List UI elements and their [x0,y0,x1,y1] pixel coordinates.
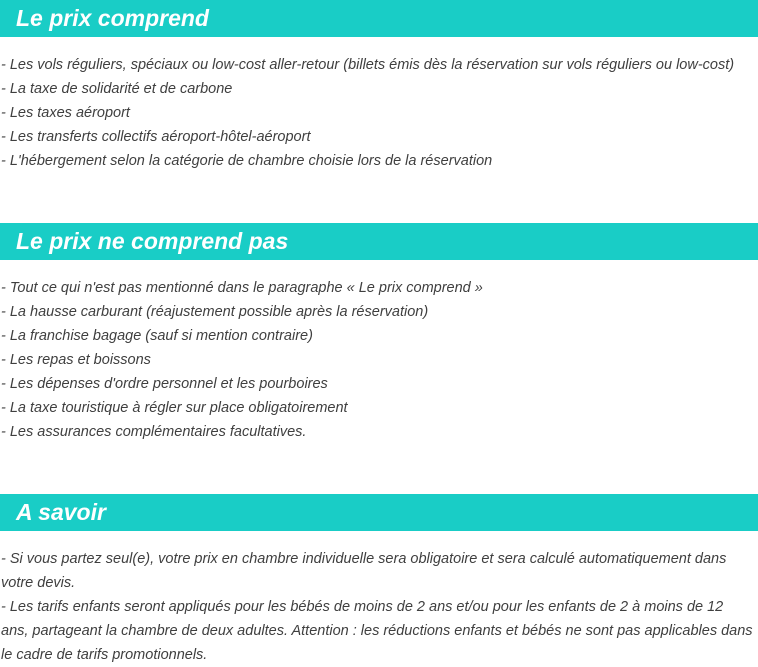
section-title-price-excludes: Le prix ne comprend pas [0,223,758,260]
list-item: - Si vous partez seul(e), votre prix en chambre individuelle sera obligatoire et sera calculé automatiquement dans votre devis. [1,551,727,591]
list-item: - Les assurances complémentaires facultatives. [1,424,307,440]
list-item: - La taxe touristique à régler sur place obligatoirement [1,400,348,416]
list-item: - Les taxes aéroport [1,105,130,121]
list-item: - La hausse carburant (réajustement possible après la réservation) [1,304,429,320]
list-item: - Les transferts collectifs aéroport-hôtel-aéroport [1,129,311,145]
list-item: - La franchise bagage (sauf si mention contraire) [1,328,313,344]
list-item: - La taxe de solidarité et de carbone [1,81,233,97]
list-item: - L'hébergement selon la catégorie de chambre choisie lors de la réservation [1,153,493,169]
list-item: - Tout ce qui n'est pas mentionné dans le paragraphe « Le prix comprend » [1,280,483,296]
list-item: - Les tarifs enfants seront appliqués pour les bébés de moins de 2 ans et/ou pour les enfants de 2 à moins de 12 ans, partageant la chambre de deux adultes. Attention : les réductions enfants et bébés ne sont pas applicables dans le cadre de tarifs promotionnels. [1,599,753,663]
list-item: - Les repas et boissons [1,352,151,368]
list-item: - Les vols réguliers, spéciaux ou low-cost aller-retour (billets émis dès la réservation sur vols réguliers ou low-cost) [1,57,735,73]
list-item: - Les dépenses d'ordre personnel et les pourboires [1,376,328,392]
section-title-price-includes: Le prix comprend [0,0,758,37]
good-to-know-list [1,547,753,667]
section-title-good-to-know: A savoir [0,494,758,531]
price-excludes-list [1,276,753,444]
price-includes-list [1,53,753,173]
